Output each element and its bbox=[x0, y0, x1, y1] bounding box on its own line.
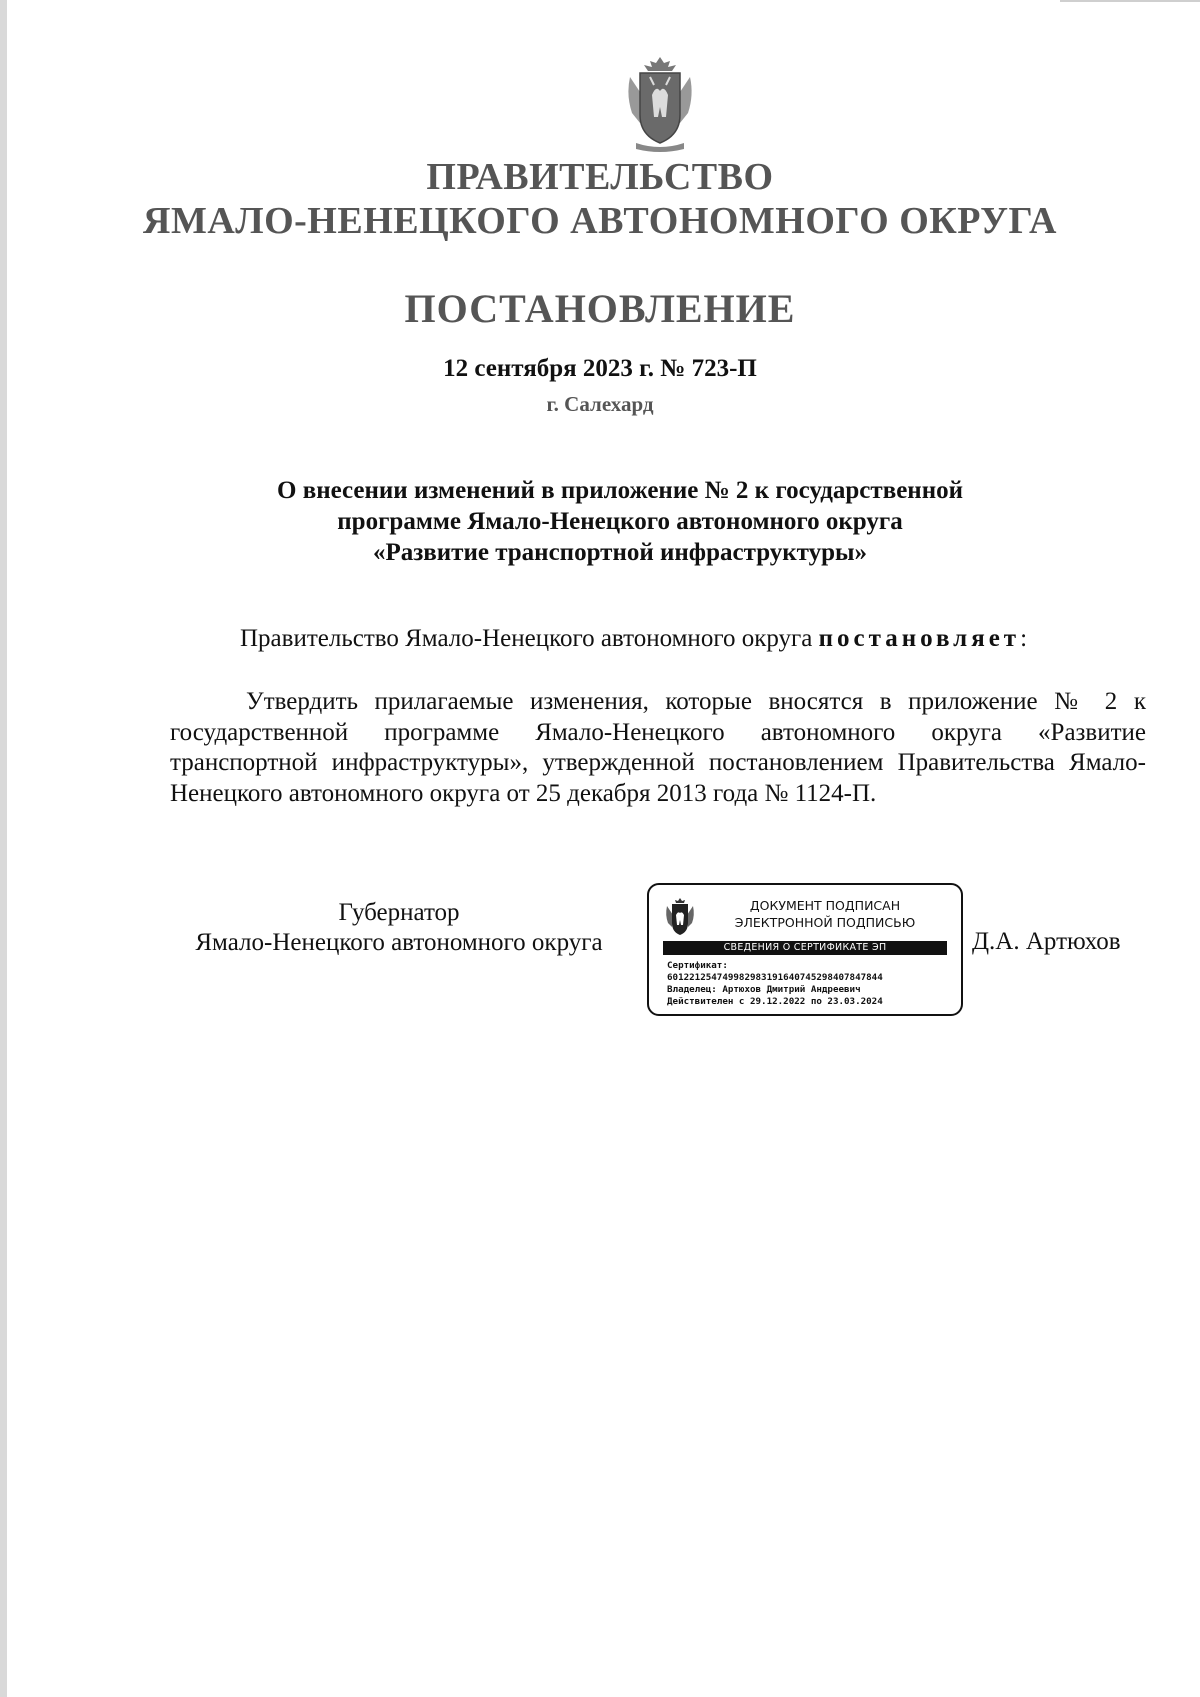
stamp-emblem-icon bbox=[663, 897, 697, 939]
preamble-resolves: постановляет bbox=[818, 625, 1021, 652]
certificate-owner: Владелец: Артюхов Дмитрий Андреевич bbox=[667, 984, 861, 995]
signatory-title-line-2: Ямало-Ненецкого автономного округа bbox=[195, 929, 603, 956]
stamp-certificate-bar: СВЕДЕНИЯ О СЕРТИФИКАТЕ ЭП bbox=[663, 941, 947, 955]
electronic-signature-stamp bbox=[647, 883, 963, 1016]
title-line-2: программе Ямало-Ненецкого автономного округа bbox=[337, 508, 903, 535]
stamp-heading-line-1: ДОКУМЕНТ ПОДПИСАН bbox=[749, 898, 901, 913]
preamble bbox=[240, 625, 1027, 653]
coat-of-arms-icon bbox=[620, 55, 700, 155]
stamp-heading bbox=[705, 897, 945, 931]
preamble-colon: : bbox=[1020, 625, 1028, 652]
stamp-certificate-info bbox=[667, 960, 957, 1008]
signatory-name: Д.А. Артюхов bbox=[972, 928, 1121, 955]
certificate-validity: Действителен с 29.12.2022 по 23.03.2024 bbox=[667, 996, 883, 1007]
signatory-position bbox=[170, 898, 628, 958]
preamble-text: Правительство Ямало-Ненецкого автономного округа bbox=[240, 625, 819, 652]
date-and-number: 12 сентября 2023 г. № 723-П bbox=[443, 355, 757, 382]
signatory-title-line-1: Губернатор bbox=[338, 899, 460, 926]
stamp-heading-line-2: ЭЛЕКТРОННОЙ ПОДПИСЬЮ bbox=[734, 915, 916, 930]
scan-top-line bbox=[1060, 0, 1200, 2]
resolution-body: Утвердить прилагаемые изменения, которые вносятся в приложение № 2 к государственной программе Ямало-Ненецкого автономного округа «Развитие транспортной инфраструктуры», утвержденной постановлением Правительства Ямало-Ненецкого автономного округа от 25 декабря 2013 года № 1124-П. bbox=[170, 688, 1146, 807]
okrug-heading: ЯМАЛО-НЕНЕЦКОГО АВТОНОМНОГО ОКРУГА bbox=[143, 200, 1057, 242]
government-heading: ПРАВИТЕЛЬСТВО bbox=[426, 156, 774, 198]
document-type-heading: ПОСТАНОВЛЕНИЕ bbox=[404, 286, 796, 331]
scan-edge bbox=[0, 0, 7, 1697]
title-line-1: О внесении изменений в приложение № 2 к государственной bbox=[277, 477, 963, 504]
document-title bbox=[180, 475, 1060, 568]
title-line-3: «Развитие транспортной инфраструктуры» bbox=[372, 539, 868, 566]
certificate-number: 601221254749982983191640745298407847844 bbox=[667, 972, 883, 983]
city: г. Салехард bbox=[546, 392, 654, 416]
certificate-label: Сертификат: bbox=[667, 960, 728, 971]
